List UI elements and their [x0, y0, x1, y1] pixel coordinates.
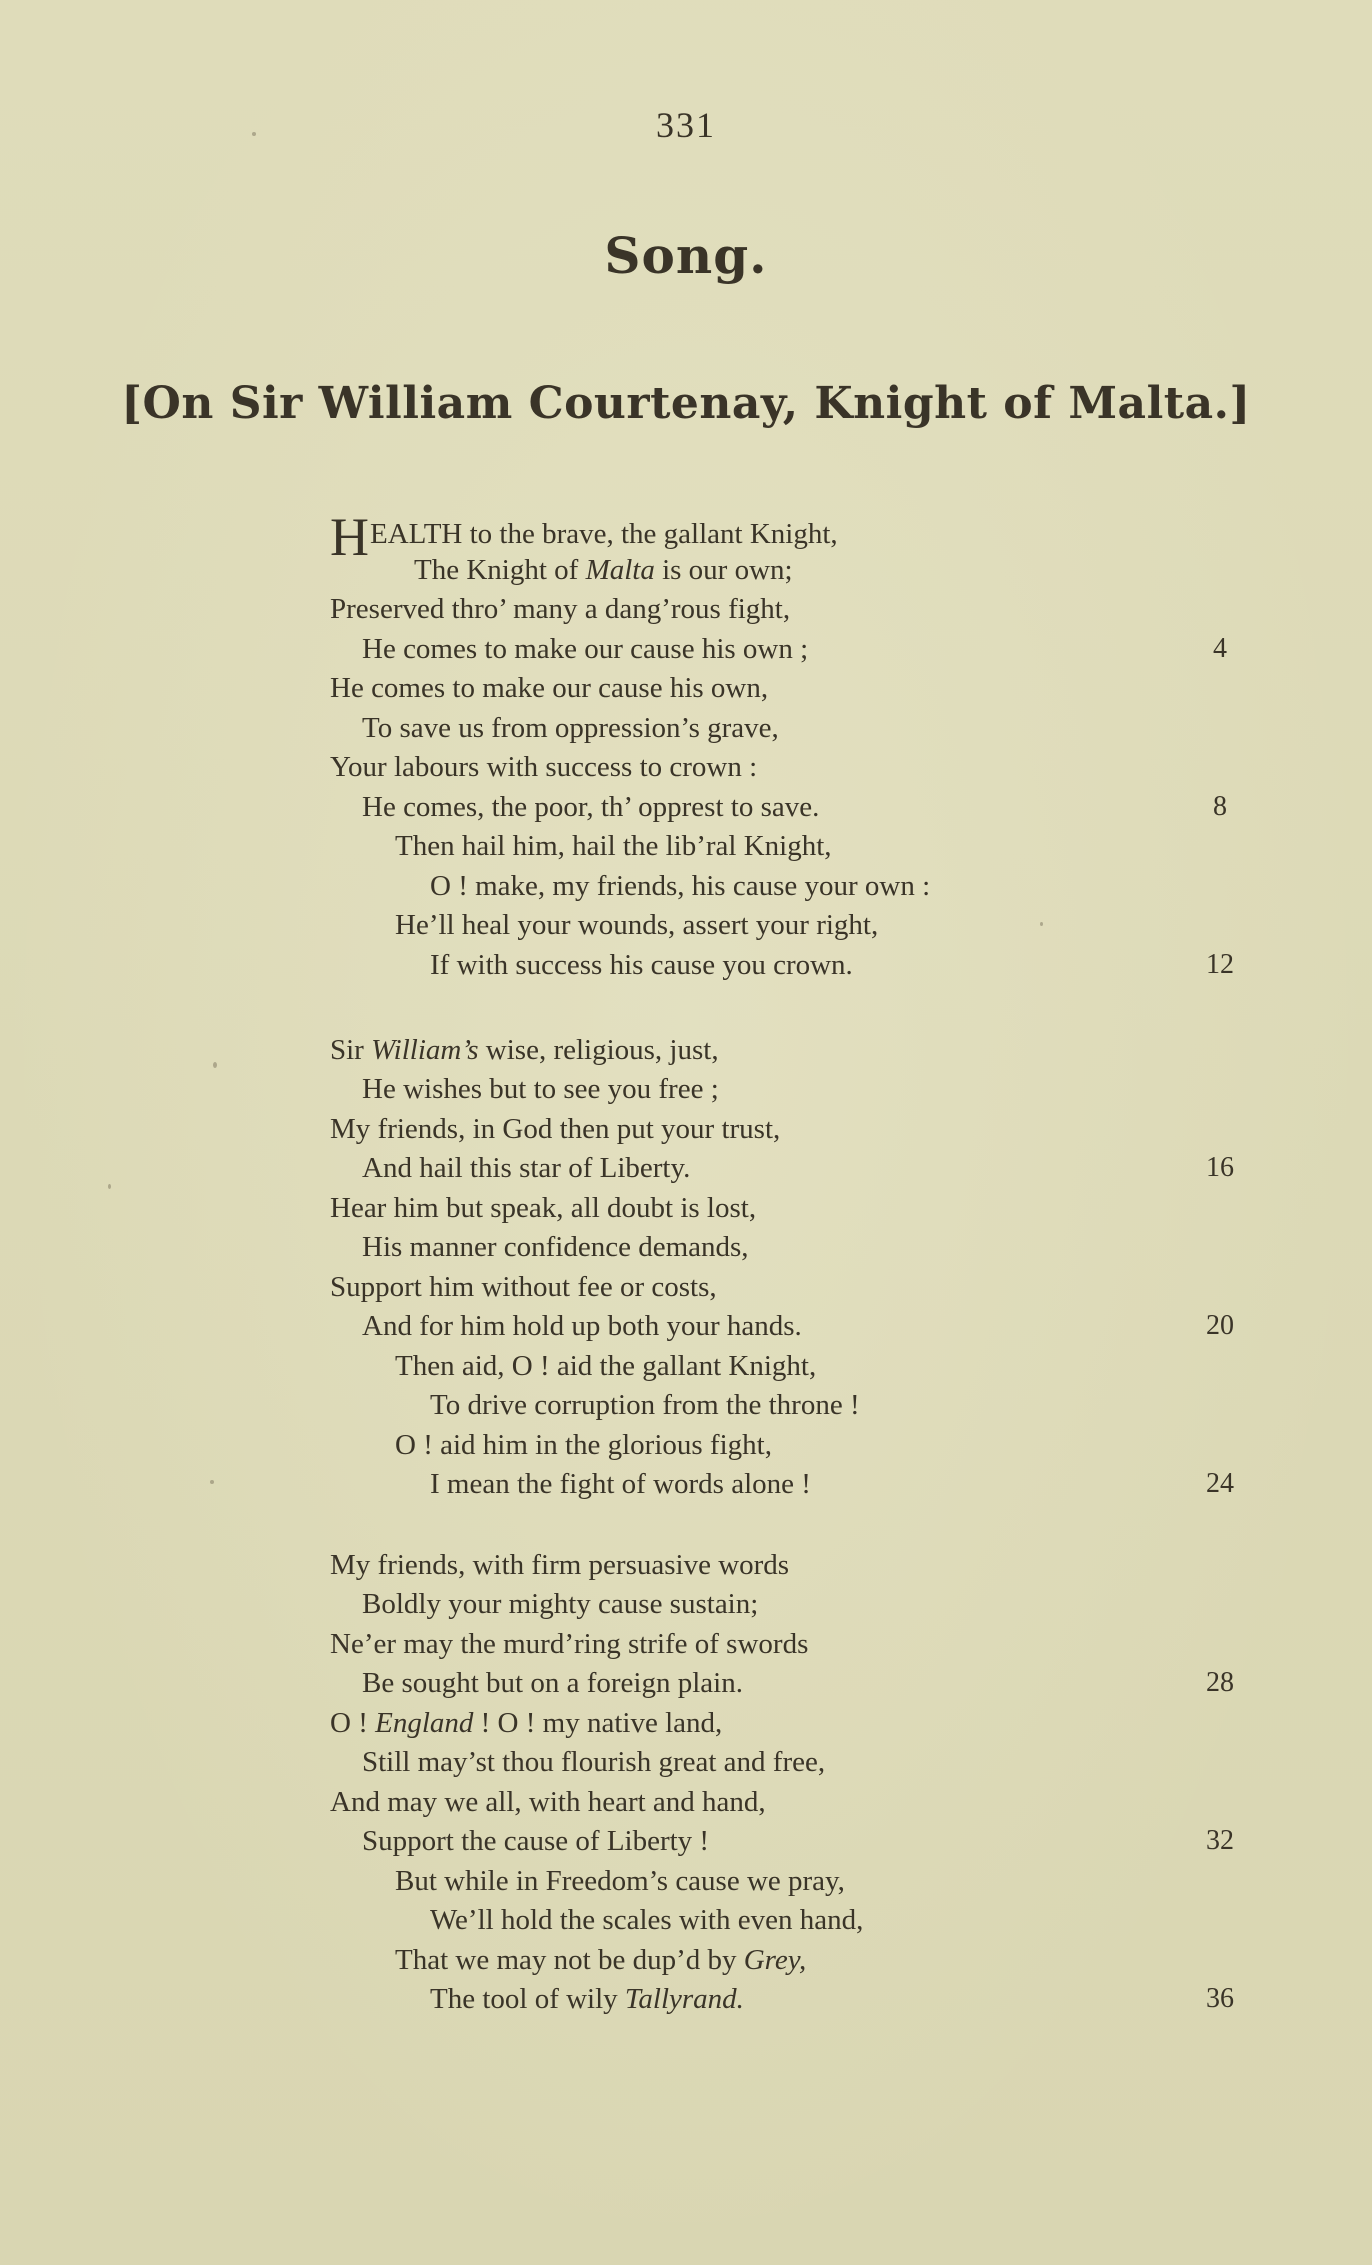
song-subtitle: [On Sir William Courtenay, Knight of Malta.]	[121, 378, 1251, 429]
paper-speck	[213, 1062, 217, 1068]
verse-line: My friends, in God then put your trust,	[330, 1113, 781, 1145]
paper-speck	[108, 1184, 111, 1189]
verse-line: That we may not be dup’d by Grey,	[395, 1944, 807, 1976]
line-number: 24	[1206, 1468, 1234, 1499]
verse-line: Then hail him, hail the lib’ral Knight,	[395, 830, 832, 862]
verse-line: His manner confidence demands,	[362, 1231, 749, 1263]
line-number: 32	[1206, 1825, 1234, 1856]
verse-line: Boldly your mighty cause sustain;	[362, 1588, 759, 1620]
line-number: 12	[1206, 949, 1234, 980]
verse-line: Your labours with success to crown :	[330, 751, 758, 783]
verse-line: O ! aid him in the glorious fight,	[395, 1429, 772, 1461]
verse-line: And hail this star of Liberty. 16	[0, 1148, 1372, 1188]
verse-line: To save us from oppression’s grave,	[362, 712, 779, 744]
paper-speck	[210, 1480, 214, 1484]
verse-line: I mean the fight of words alone ! 24	[0, 1464, 1372, 1504]
verse-line: But while in Freedom’s cause we pray,	[395, 1865, 845, 1897]
song-title: Song.	[604, 226, 768, 285]
line-number: 4	[1213, 633, 1227, 664]
line-number: 8	[1213, 791, 1227, 822]
verse-line: My friends, with firm persuasive words	[330, 1549, 790, 1581]
verse-line: Then aid, O ! aid the gallant Knight,	[395, 1350, 817, 1382]
verse-line: He comes to make our cause his own ; 4	[0, 629, 1372, 669]
verse-line: Sir William’s wise, religious, just,	[330, 1034, 719, 1066]
verse-line: Support the cause of Liberty ! 32	[0, 1821, 1372, 1861]
verse-line: Support him without fee or costs,	[330, 1271, 717, 1303]
verse-line: The Knight of Malta is our own;	[414, 554, 793, 586]
verse-line: He comes to make our cause his own,	[330, 672, 769, 704]
verse-line: Be sought but on a foreign plain. 28	[0, 1663, 1372, 1703]
line-number: 20	[1206, 1310, 1234, 1341]
paper-speck	[1040, 922, 1043, 926]
verse-line: O ! make, my friends, his cause your own :	[430, 870, 931, 902]
drop-cap: H	[330, 507, 369, 567]
line-number: 16	[1206, 1152, 1234, 1183]
verse-line: HEALTH to the brave, the gallant Knight,	[330, 507, 838, 567]
verse-line: And may we all, with heart and hand,	[330, 1786, 766, 1818]
verse-line: To drive corruption from the throne !	[430, 1389, 860, 1421]
line-number: 28	[1206, 1667, 1234, 1698]
verse-line: Hear him but speak, all doubt is lost,	[330, 1192, 757, 1224]
verse-line: He comes, the poor, th’ opprest to save. 8	[0, 787, 1372, 827]
verse-line: He’ll heal your wounds, assert your right,	[395, 909, 879, 941]
paper-speck	[252, 132, 256, 136]
verse-line: We’ll hold the scales with even hand,	[430, 1904, 864, 1936]
page-number: 331	[656, 105, 716, 145]
verse-line: Preserved thro’ many a dang’rous fight,	[330, 593, 791, 625]
line-number: 36	[1206, 1983, 1234, 2014]
verse-line: Still may’st thou flourish great and free,	[362, 1746, 826, 1778]
verse-line: And for him hold up both your hands. 20	[0, 1306, 1372, 1346]
verse-line: The tool of wily Tallyrand. 36	[0, 1979, 1372, 2019]
verse-line: Ne’er may the murd’ring strife of swords	[330, 1628, 809, 1660]
verse-line: O ! England ! O ! my native land,	[330, 1707, 723, 1739]
verse-line: If with success his cause you crown. 12	[0, 945, 1372, 985]
verse-line: He wishes but to see you free ;	[362, 1073, 719, 1105]
